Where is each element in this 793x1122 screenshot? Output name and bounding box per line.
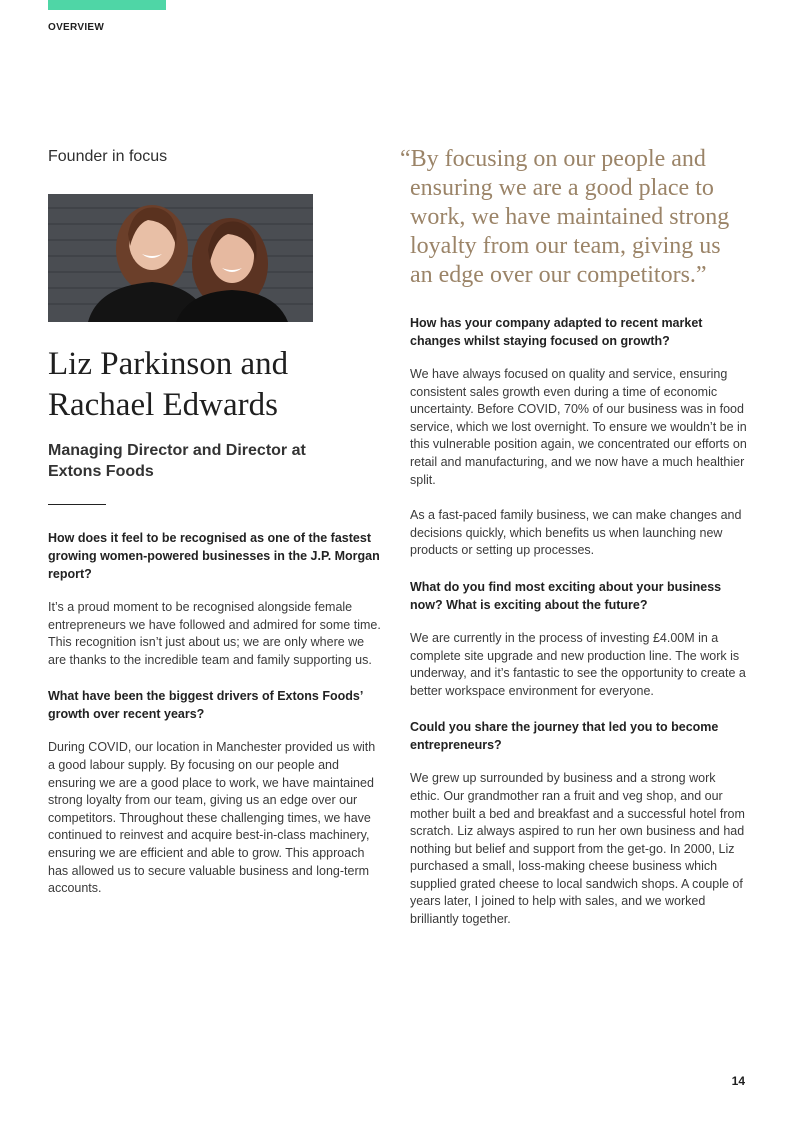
founder-role-line2: Extons Foods xyxy=(48,463,154,480)
pull-quote: “By focusing on our people and ensuring we are a good place to work, we have maintained strong loyalty from our team, giving us an edge over our competitors.” xyxy=(400,146,730,288)
answer: We are currently in the process of investing £4.00M in a complete site upgrade and new production line. The work is underway, and it’s fantastic to see the opportunity to create a better workspace environment for everyone. xyxy=(410,630,746,698)
question: What have been the biggest drivers of Extons Foods’ growth over recent years? xyxy=(48,689,363,722)
question: What do you find most exciting about your business now? What is exciting about the future? xyxy=(410,579,722,612)
page-number: 14 xyxy=(731,1074,745,1088)
founders-photo xyxy=(48,194,313,322)
divider xyxy=(48,504,106,505)
question: How does it feel to be recognised as one of the fastest growing women-powered businesses in the J.P. Morgan report? xyxy=(48,531,380,581)
answer: During COVID, our location in Manchester provided us with a good labour supply. By focusing on our people and ensuring we are a good place to work, we have maintained strong loyalty from our team, giving us an edge over our competitors. Throughout these challenging times, we have continued to reinvest and acquire best-in-class machinery, ensuring we are efficient and able to grow. This approach has allowed us to secure valuable business and long-term accounts. xyxy=(48,740,376,896)
section-label: OVERVIEW xyxy=(48,22,105,33)
eyebrow: Founder in focus xyxy=(48,148,168,165)
founder-role-line1: Managing Director and Director at xyxy=(48,442,306,459)
answer: We grew up surrounded by business and a strong work ethic. Our grandmother ran a fruit and veg shop, and our mother built a bed and breakfast and a successful hotel from scratch. Liz always aspired to run her own business and had nothing but belief and support from the get-go. In 2000, Liz purchased a small, loss-making cheese business which supplied grated cheese to local sandwich shops. A couple of years later, I joined to help with sales, and we worked brilliantly together. xyxy=(410,771,745,927)
question: Could you share the journey that led you to become entrepreneurs? xyxy=(410,720,719,753)
founder-name-line2: Rachael Edwards xyxy=(48,387,278,423)
right-column xyxy=(400,145,748,947)
founder-name-line1: Liz Parkinson and xyxy=(48,346,289,382)
answer: As a fast-paced family business, we can make changes and decisions quickly, which benefits us when launching new products or setting up processes. xyxy=(410,508,742,558)
answer: We have always focused on quality and service, ensuring consistent sales growth even during a time of economic uncertainty. Before COVID, 70% of our business was in food service, which we lost overnight. To ensure we wouldn’t be in this vulnerable position again, we concentrated our efforts on retail and manufacturing, and we now have a much healthier split. xyxy=(410,367,747,487)
left-column xyxy=(48,148,382,916)
question: How has your company adapted to recent market changes whilst staying focused on growth? xyxy=(410,316,703,348)
answer: It’s a proud moment to be recognised alongside female entrepreneurs we have followed and admired for some time. This recognition isn’t just about us; we are only where we are thanks to the incredible team and family supporting us. xyxy=(48,600,381,667)
founder-names xyxy=(48,344,382,426)
founder-role xyxy=(48,440,382,482)
accent-bar xyxy=(48,0,166,10)
